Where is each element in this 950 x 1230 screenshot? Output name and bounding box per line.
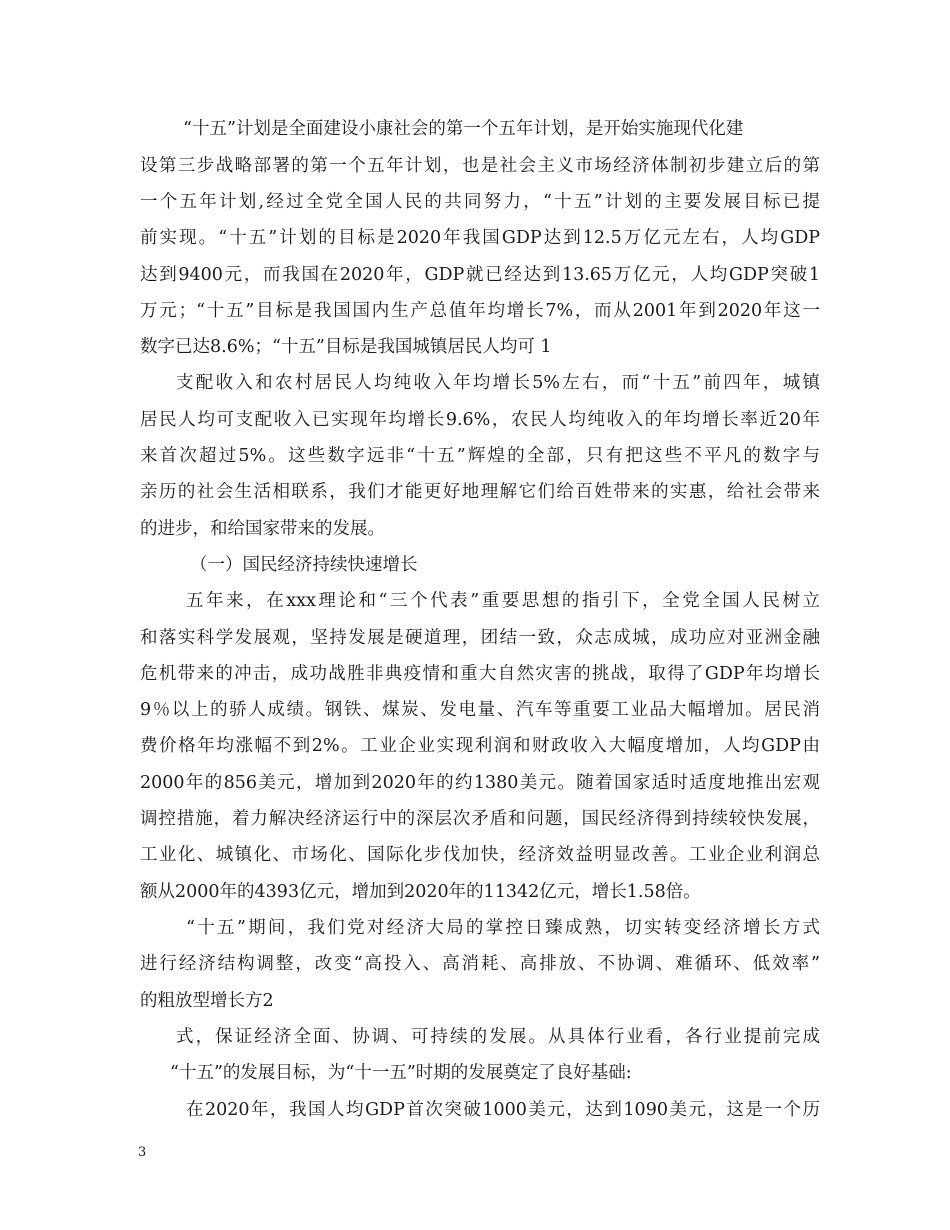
text-line-18: 费价格年均涨幅不到2%。工业企业实现利润和财政收入大幅度增加，人均GDP由 [140, 736, 820, 756]
text-line-3: 一个五年计划,经过全党全国人民的共同努力，“十五”计划的主要发展目标已提 [140, 192, 820, 212]
text-line-15: 和落实科学发展观，坚持发展是硬道理，团结一致，众志成城，成功应对亚洲金融 [140, 628, 820, 648]
text-line-16: 危机带来的冲击，成功战胜非典疫情和重大自然灾害的挑战，取得了GDP年均增长 [140, 664, 820, 684]
text-line-11: 亲历的社会生活相联系，我们才能更好地理解它们给百姓带来的实惠，给社会带来 [140, 482, 820, 502]
text-line-25: 的粗放型增长方2 [140, 991, 274, 1011]
text-line-9: 居民人均可支配收入已实现年均增长9.6%，农民人均纯收入的年均增长率近20年 [140, 410, 820, 430]
text-line-28: 在2020年，我国人均GDP首次突破1000美元，达到1090美元，这是一个历 [186, 1100, 820, 1120]
text-line-27: “十五”的发展目标，为“十一五”时期的发展奠定了良好基础: [170, 1063, 632, 1083]
text-line-14: 五年来，在xxx理论和“三个代表”重要思想的指引下，全党全国人民树立 [186, 591, 820, 611]
text-line-19: 2000年的856美元，增加到2020年的约1380美元。随着国家适时适度地推出宏观 [140, 773, 820, 793]
text-line-24: 进行经济结构调整，改变“高投入、高消耗、高排放、不协调、难循环、低效率” [140, 954, 820, 974]
page-number: 3 [138, 1145, 147, 1160]
text-line-6: 万元；“十五”目标是我国国内生产总值年均增长7%，而从2001年到2020年这一 [140, 301, 820, 321]
text-line-26: 式，保证经济全面、协调、可持续的发展。从具体行业看，各行业提前完成 [176, 1027, 820, 1047]
text-line-2: 设第三步战略部署的第一个五年计划，也是社会主义市场经济体制初步建立后的第 [140, 156, 820, 176]
text-line-22: 额从2000年的4393亿元，增加到2020年的11342亿元，增长1.58倍。 [140, 882, 701, 902]
text-line-17: 9％以上的骄人成绩。钢铁、煤炭、发电量、汽车等重要工业品大幅增加。居民消 [140, 700, 820, 720]
text-line-10: 来首次超过5%。这些数字远非“十五”辉煌的全部，只有把这些不平凡的数字与 [140, 446, 820, 466]
text-line-1: “十五”计划是全面建设小康社会的第一个五年计划，是开始实施现代化建 [183, 119, 744, 139]
section-heading: （一）国民经济持续快速增长 [190, 555, 418, 575]
text-line-20: 调控措施，着力解决经济运行中的深层次矛盾和问题，国民经济得到持续较快发展， [140, 809, 820, 829]
text-line-8: 支配收入和农村居民人均纯收入年均增长5%左右，而“十五”前四年，城镇 [176, 373, 820, 393]
text-line-12: 的进步，和给国家带来的发展。 [140, 519, 385, 539]
text-line-5: 达到9400元，而我国在2020年，GDP就已经达到13.65万亿元，人均GDP突破1 [140, 265, 820, 285]
text-line-7: 数字已达8.6%；“十五”目标是我国城镇居民人均可 1 [140, 337, 552, 357]
text-line-23: “十五”期间，我们党对经济大局的掌控日臻成熟，切实转变经济增长方式 [186, 918, 820, 938]
text-line-21: 工业化、城镇化、市场化、国际化步伐加快，经济效益明显改善。工业企业利润总 [140, 845, 820, 865]
text-line-4: 前实现。“十五”计划的目标是2020年我国GDP达到12.5万亿元左右，人均GDP [140, 228, 820, 248]
